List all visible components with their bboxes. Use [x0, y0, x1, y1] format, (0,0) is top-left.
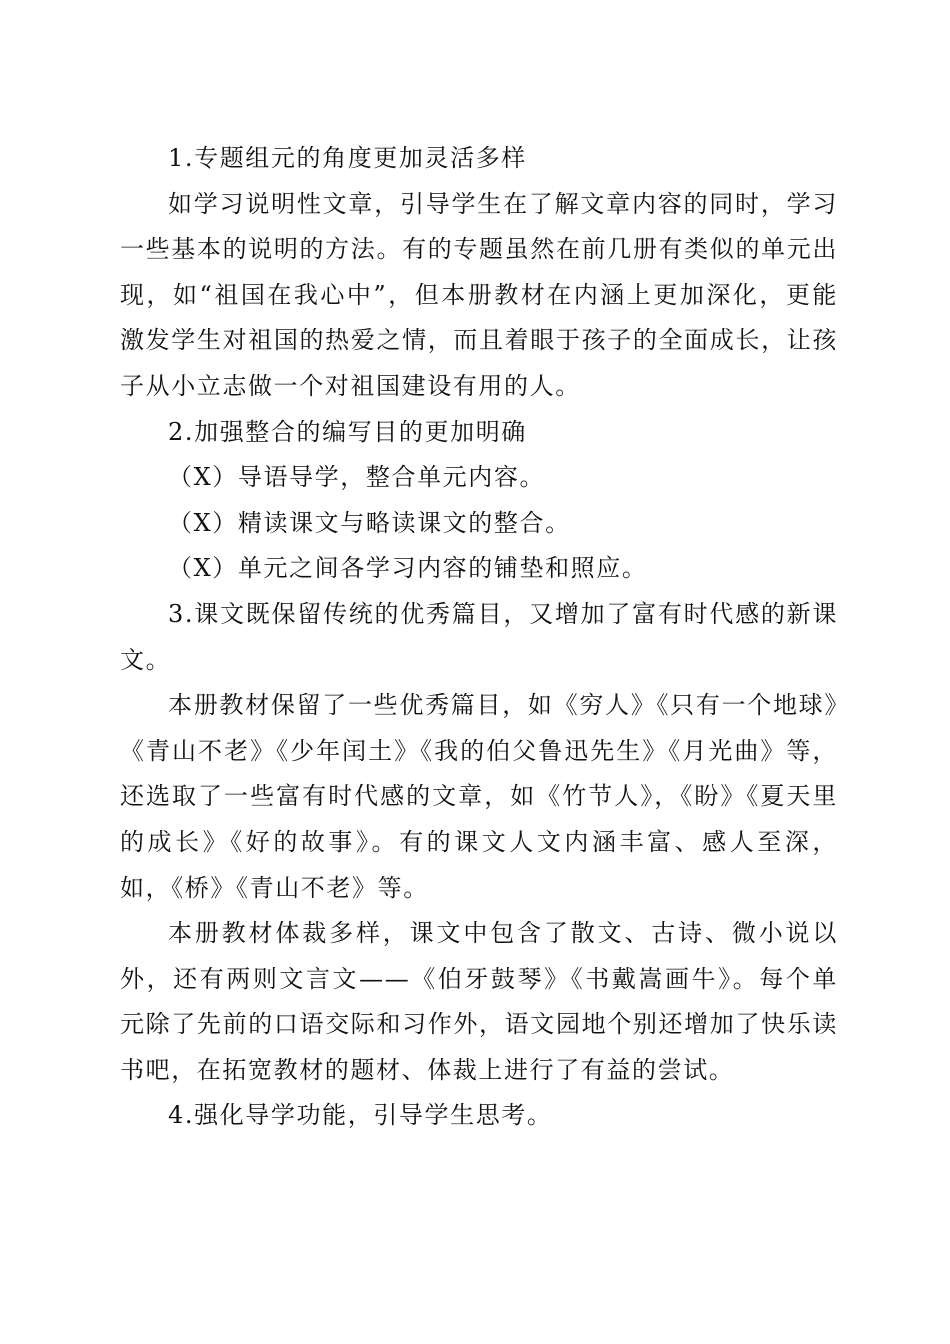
section-heading-4: 4.强化导学功能，引导学生思考。	[168, 1101, 553, 1130]
section-heading-3: 3.课文既保留传统的优秀篇目，又增加了富有时代感的新课文。	[120, 599, 838, 674]
document-page	[120, 136, 838, 1139]
section-heading-1: 1.专题组元的角度更加灵活多样	[168, 144, 527, 172]
paragraph-3: 本册教材体裁多样，课文中包含了散文、古诗、微小说以外，还有两则文言文——《伯牙鼓琴》《书戴嵩画牛》。每个单元除了先前的口语交际和习作外，语文园地个别还增加了快乐读书吧，在拓宽教材的题材、体裁上进行了有益的尝试。	[120, 919, 838, 1084]
paragraph-1: 如学习说明性文章，引导学生在了解文章内容的同时，学习一些基本的说明的方法。有的专题虽然在前几册有类似的单元出现，如“祖国在我心中”，但本册教材在内涵上更加深化，更能激发学生对祖国的热爱之情，而且着眼于孩子的全面成长，让孩子从小立志做一个对祖国建设有用的人。	[120, 189, 838, 400]
paragraph-2: 本册教材保留了一些优秀篇目，如《穷人》《只有一个地球》《青山不老》《少年闰土》《我的伯父鲁迅先生》《月光曲》等，还选取了一些富有时代感的文章，如《竹节人》，《盼》《夏天里的成长》《好的故事》。有的课文人文内涵丰富、感人至深，如，《桥》《青山不老》等。	[120, 691, 838, 902]
list-item-3: （X）单元之间各学习内容的铺垫和照应。	[168, 554, 648, 583]
list-item-2: （X）精读课文与略读课文的整合。	[168, 508, 571, 537]
section-heading-2: 2.加强整合的编写目的更加明确	[168, 417, 527, 446]
list-item-1: （X）导语导学，整合单元内容。	[168, 463, 546, 492]
